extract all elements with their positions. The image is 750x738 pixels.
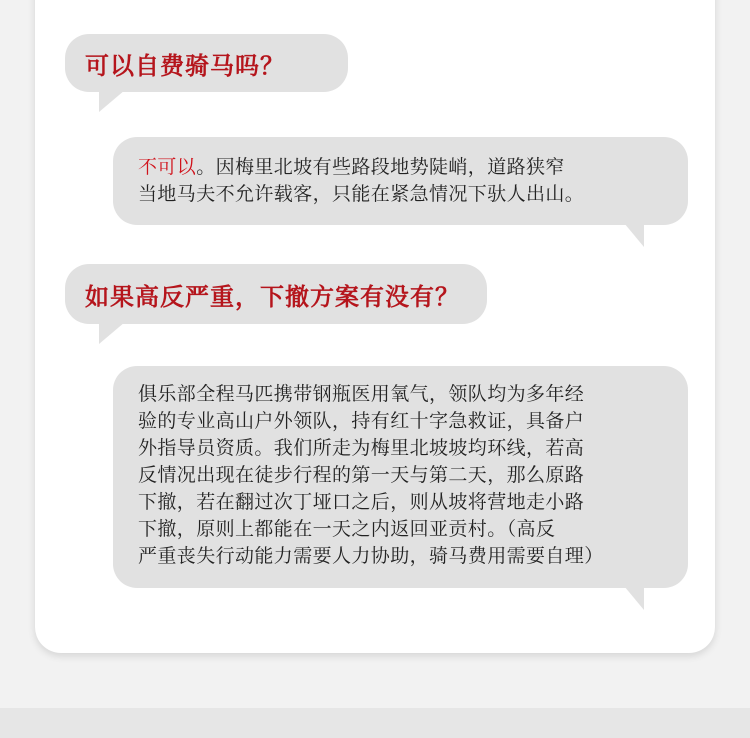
- answer-1-line-1: 不可以。因梅里北坡有些路段地势陡峭，道路狭窄: [138, 156, 565, 178]
- answer-2-line-4: 反情况出现在徒步行程的第一天与第二天，那么原路: [138, 464, 585, 486]
- answer-text-2: [138, 381, 604, 570]
- answer-1-highlight: 不可以: [138, 156, 197, 178]
- answer-1-line-2: 当地马夫不允许载客，只能在紧急情况下驮人出山。: [138, 183, 585, 205]
- question-bubble-1: [65, 34, 348, 92]
- answer-bubble-1-tail: [624, 223, 644, 247]
- question-text-1: 可以自费骑马吗？: [85, 51, 285, 80]
- answer-2-line-5: 下撤，若在翻过次丁垭口之后，则从坡将营地走小路: [138, 491, 585, 513]
- answer-bubble-2: [113, 366, 688, 588]
- answer-text-1: [138, 154, 584, 208]
- question-bubble-2: [65, 264, 487, 324]
- answer-2-line-2: 验的专业高山户外领队，持有红十字急救证，具备户: [138, 410, 585, 432]
- answer-2-line-7: 严重丧失行动能力需要人力协助，骑马费用需要自理）: [138, 545, 604, 567]
- faq-card: [35, 0, 715, 653]
- question-bubble-2-tail: [99, 322, 125, 344]
- answer-2-line-6: 下撤，原则上都能在一天之内返回亚贡村。（高反: [138, 518, 556, 540]
- answer-bubble-2-tail: [624, 586, 644, 610]
- answer-2-line-1: 俱乐部全程马匹携带钢瓶医用氧气，领队均为多年经: [138, 383, 585, 405]
- answer-2-line-3: 外指导员资质。我们所走为梅里北坡坡均环线，若高: [138, 437, 585, 459]
- question-text-2: 如果高反严重，下撤方案有没有？: [85, 282, 460, 311]
- question-bubble-1-tail: [99, 90, 125, 112]
- answer-bubble-1: [113, 137, 688, 225]
- bottom-strip: [0, 708, 750, 738]
